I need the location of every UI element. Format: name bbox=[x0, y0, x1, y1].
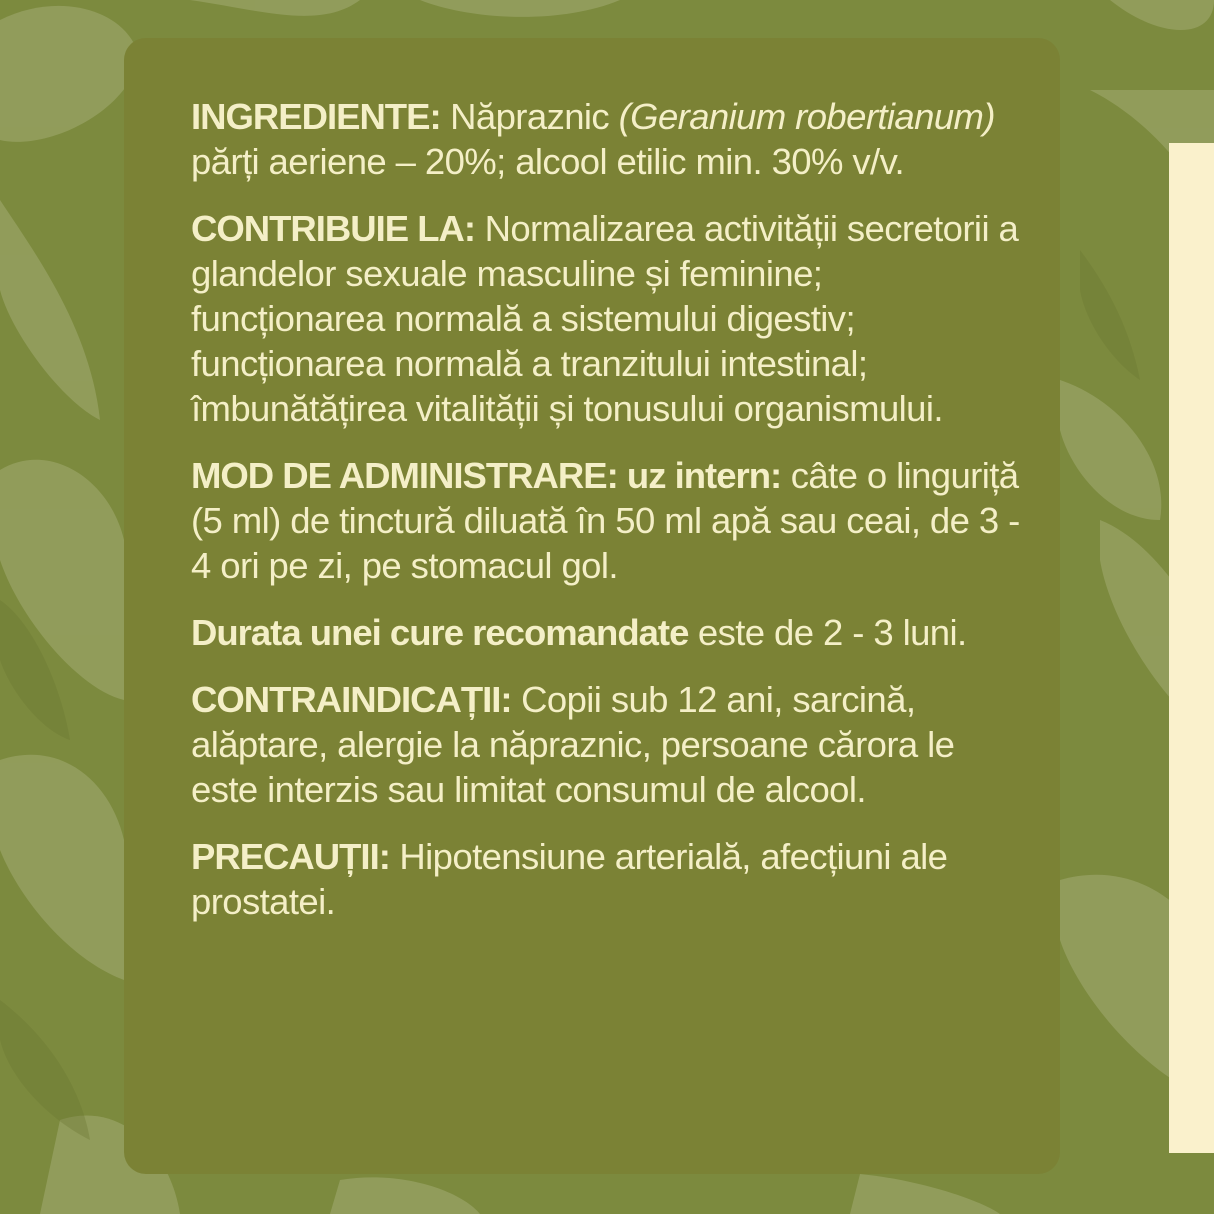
ingredients-latin-name: (Geranium robertianum) bbox=[618, 96, 995, 137]
precautions-text: Hipotensiune arterială, afecțiuni ale prostatei. bbox=[191, 836, 948, 922]
contraindications-heading: CONTRAINDICAȚII: bbox=[191, 679, 512, 720]
contraindications-text: Copii sub 12 ani, sarcină, alăptare, alergie la năpraznic, persoane cărora le este interzis sau limitat consumul de alcool. bbox=[191, 679, 955, 810]
label-strip bbox=[1169, 143, 1214, 1153]
product-info-panel bbox=[124, 38, 1060, 1174]
contributes-heading: CONTRIBUIE LA: bbox=[191, 208, 476, 249]
ingredients-section bbox=[191, 94, 1020, 184]
contributes-text: Normalizarea activității secretorii a glandelor sexuale masculine și feminine; funcționarea normală a sistemului digestiv; funcționarea normală a tranzitului intestinal; îmbunătățirea vitalității și tonusului organismului. bbox=[191, 208, 1019, 429]
contributes-section bbox=[191, 206, 1020, 431]
duration-section bbox=[191, 610, 1020, 655]
administration-text: câte o linguriță (5 ml) de tinctură diluată în 50 ml apă sau ceai, de 3 - 4 ori pe zi, pe stomacul gol. bbox=[191, 455, 1020, 586]
duration-text: este de 2 - 3 luni. bbox=[688, 612, 967, 653]
ingredients-heading: INGREDIENTE: bbox=[191, 96, 441, 137]
duration-heading: Durata unei cure recomandate bbox=[191, 612, 689, 653]
administration-subheading: uz intern: bbox=[617, 455, 782, 496]
administration-section bbox=[191, 453, 1020, 588]
precautions-heading: PRECAUȚII: bbox=[191, 836, 390, 877]
ingredients-text-1: Năpraznic bbox=[440, 96, 619, 137]
administration-heading: MOD DE ADMINISTRARE: bbox=[191, 455, 618, 496]
contraindications-section bbox=[191, 677, 1020, 812]
precautions-section bbox=[191, 834, 1020, 924]
ingredients-text-2: părți aeriene – 20%; alcool etilic min. 30% v/v. bbox=[191, 141, 905, 182]
